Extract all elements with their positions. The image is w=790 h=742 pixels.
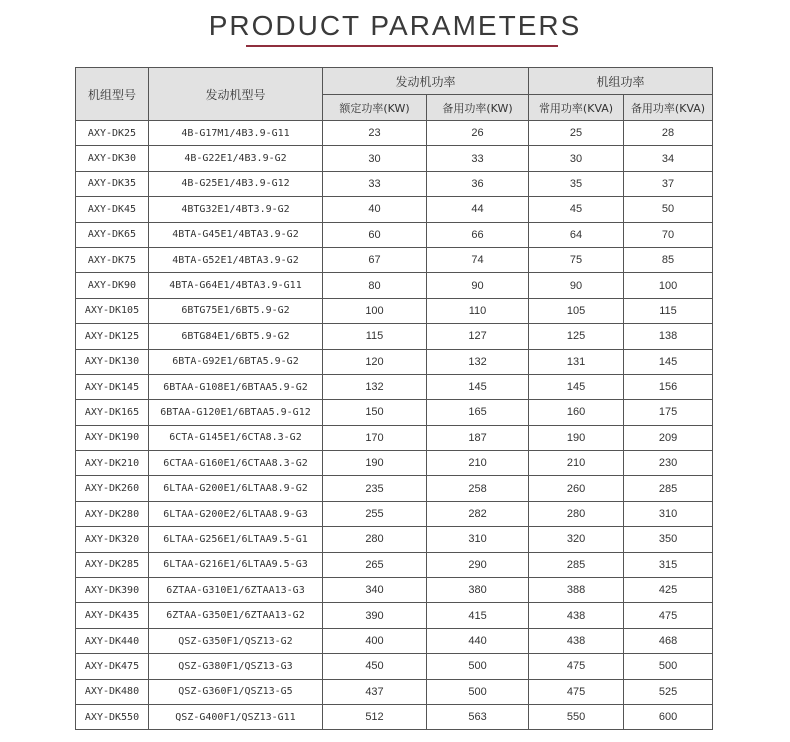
cell-standby-kva: 50 (624, 197, 713, 222)
cell-standby-kva: 209 (624, 425, 713, 450)
cell-engine-model: 6LTAA-G216E1/6LTAA9.5-G3 (149, 552, 323, 577)
table-row (76, 552, 713, 577)
cell-rated-kw: 23 (323, 121, 427, 146)
page-title: PRODUCT PARAMETERS (208, 10, 582, 41)
cell-standby-kw: 90 (427, 273, 529, 298)
cell-rated-kw: 100 (323, 298, 427, 323)
cell-engine-model: 6LTAA-G200E2/6LTAA8.9-G3 (149, 501, 323, 526)
cell-engine-model: 6BTA-G92E1/6BTA5.9-G2 (149, 349, 323, 374)
cell-unit-model: AXY-DK440 (76, 628, 149, 653)
cell-standby-kva: 315 (624, 552, 713, 577)
cell-standby-kw: 380 (427, 578, 529, 603)
cell-engine-model: 4B-G17M1/4B3.9-G11 (149, 121, 323, 146)
cell-prime-kva: 160 (529, 400, 624, 425)
cell-engine-model: 4B-G22E1/4B3.9-G2 (149, 146, 323, 171)
cell-prime-kva: 125 (529, 324, 624, 349)
table-row (76, 197, 713, 222)
cell-engine-model: QSZ-G400F1/QSZ13-G11 (149, 704, 323, 729)
cell-unit-model: AXY-DK65 (76, 222, 149, 247)
cell-prime-kva: 145 (529, 374, 624, 399)
cell-engine-model: 6LTAA-G256E1/6LTAA9.5-G1 (149, 527, 323, 552)
cell-standby-kva: 100 (624, 273, 713, 298)
table-row (76, 603, 713, 628)
cell-standby-kw: 74 (427, 247, 529, 272)
cell-unit-model: AXY-DK550 (76, 704, 149, 729)
cell-prime-kva: 285 (529, 552, 624, 577)
cell-standby-kw: 110 (427, 298, 529, 323)
table-row (76, 578, 713, 603)
cell-prime-kva: 438 (529, 603, 624, 628)
cell-engine-model: 4BTA-G64E1/4BTA3.9-G11 (149, 273, 323, 298)
cell-standby-kva: 85 (624, 247, 713, 272)
cell-standby-kva: 500 (624, 654, 713, 679)
cell-rated-kw: 120 (323, 349, 427, 374)
cell-unit-model: AXY-DK210 (76, 451, 149, 476)
cell-prime-kva: 90 (529, 273, 624, 298)
table-row (76, 425, 713, 450)
cell-prime-kva: 475 (529, 654, 624, 679)
cell-engine-model: 6CTAA-G160E1/6CTAA8.3-G2 (149, 451, 323, 476)
cell-prime-kva: 320 (529, 527, 624, 552)
cell-standby-kva: 600 (624, 704, 713, 729)
cell-prime-kva: 45 (529, 197, 624, 222)
cell-standby-kva: 145 (624, 349, 713, 374)
cell-rated-kw: 190 (323, 451, 427, 476)
cell-unit-model: AXY-DK390 (76, 578, 149, 603)
cell-standby-kva: 475 (624, 603, 713, 628)
cell-standby-kva: 350 (624, 527, 713, 552)
table-row (76, 146, 713, 171)
header-unit-model: 机组型号 (76, 68, 149, 121)
header-unit-power: 机组功率 (529, 68, 713, 95)
cell-engine-model: 6CTA-G145E1/6CTA8.3-G2 (149, 425, 323, 450)
cell-unit-model: AXY-DK190 (76, 425, 149, 450)
table-row (76, 451, 713, 476)
table-row (76, 374, 713, 399)
cell-standby-kw: 127 (427, 324, 529, 349)
cell-unit-model: AXY-DK90 (76, 273, 149, 298)
cell-rated-kw: 280 (323, 527, 427, 552)
table-row (76, 501, 713, 526)
cell-prime-kva: 475 (529, 679, 624, 704)
cell-prime-kva: 131 (529, 349, 624, 374)
cell-unit-model: AXY-DK435 (76, 603, 149, 628)
cell-standby-kw: 66 (427, 222, 529, 247)
cell-standby-kw: 500 (427, 654, 529, 679)
cell-prime-kva: 210 (529, 451, 624, 476)
cell-prime-kva: 105 (529, 298, 624, 323)
cell-rated-kw: 255 (323, 501, 427, 526)
cell-standby-kw: 500 (427, 679, 529, 704)
cell-rated-kw: 235 (323, 476, 427, 501)
cell-standby-kw: 145 (427, 374, 529, 399)
cell-engine-model: 6BTG84E1/6BT5.9-G2 (149, 324, 323, 349)
cell-standby-kva: 175 (624, 400, 713, 425)
cell-engine-model: 6BTAA-G108E1/6BTAA5.9-G2 (149, 374, 323, 399)
cell-engine-model: QSZ-G360F1/QSZ13-G5 (149, 679, 323, 704)
cell-prime-kva: 388 (529, 578, 624, 603)
table-row (76, 349, 713, 374)
cell-rated-kw: 115 (323, 324, 427, 349)
cell-prime-kva: 438 (529, 628, 624, 653)
cell-standby-kw: 33 (427, 146, 529, 171)
cell-standby-kva: 70 (624, 222, 713, 247)
cell-standby-kva: 156 (624, 374, 713, 399)
cell-rated-kw: 67 (323, 247, 427, 272)
cell-rated-kw: 265 (323, 552, 427, 577)
cell-prime-kva: 280 (529, 501, 624, 526)
header-engine-power: 发动机功率 (323, 68, 529, 95)
cell-rated-kw: 40 (323, 197, 427, 222)
cell-standby-kw: 44 (427, 197, 529, 222)
cell-prime-kva: 25 (529, 121, 624, 146)
cell-prime-kva: 550 (529, 704, 624, 729)
cell-standby-kw: 36 (427, 171, 529, 196)
cell-unit-model: AXY-DK475 (76, 654, 149, 679)
cell-standby-kva: 525 (624, 679, 713, 704)
table-row (76, 400, 713, 425)
cell-standby-kva: 425 (624, 578, 713, 603)
cell-rated-kw: 390 (323, 603, 427, 628)
table-row (76, 324, 713, 349)
cell-unit-model: AXY-DK480 (76, 679, 149, 704)
cell-unit-model: AXY-DK30 (76, 146, 149, 171)
cell-unit-model: AXY-DK105 (76, 298, 149, 323)
cell-unit-model: AXY-DK35 (76, 171, 149, 196)
cell-rated-kw: 60 (323, 222, 427, 247)
table-row (76, 476, 713, 501)
cell-rated-kw: 450 (323, 654, 427, 679)
cell-standby-kva: 115 (624, 298, 713, 323)
cell-unit-model: AXY-DK45 (76, 197, 149, 222)
cell-prime-kva: 30 (529, 146, 624, 171)
header-engine-model: 发动机型号 (149, 68, 323, 121)
cell-engine-model: 6BTAA-G120E1/6BTAA5.9-G12 (149, 400, 323, 425)
cell-unit-model: AXY-DK125 (76, 324, 149, 349)
cell-prime-kva: 75 (529, 247, 624, 272)
cell-standby-kw: 563 (427, 704, 529, 729)
cell-standby-kva: 310 (624, 501, 713, 526)
cell-rated-kw: 80 (323, 273, 427, 298)
cell-prime-kva: 260 (529, 476, 624, 501)
cell-rated-kw: 132 (323, 374, 427, 399)
header-rated-kw: 额定功率(KW) (323, 95, 427, 121)
cell-rated-kw: 30 (323, 146, 427, 171)
cell-standby-kw: 258 (427, 476, 529, 501)
cell-standby-kw: 165 (427, 400, 529, 425)
cell-standby-kw: 290 (427, 552, 529, 577)
table-row (76, 171, 713, 196)
cell-rated-kw: 400 (323, 628, 427, 653)
table-row (76, 247, 713, 272)
cell-rated-kw: 340 (323, 578, 427, 603)
table-row (76, 298, 713, 323)
cell-unit-model: AXY-DK280 (76, 501, 149, 526)
cell-unit-model: AXY-DK25 (76, 121, 149, 146)
cell-engine-model: 6ZTAA-G310E1/6ZTAA13-G3 (149, 578, 323, 603)
cell-unit-model: AXY-DK130 (76, 349, 149, 374)
cell-standby-kw: 282 (427, 501, 529, 526)
title-underline (246, 45, 558, 47)
table-row (76, 121, 713, 146)
cell-standby-kw: 415 (427, 603, 529, 628)
cell-standby-kva: 230 (624, 451, 713, 476)
cell-engine-model: 4BTA-G45E1/4BTA3.9-G2 (149, 222, 323, 247)
cell-rated-kw: 170 (323, 425, 427, 450)
cell-rated-kw: 437 (323, 679, 427, 704)
cell-prime-kva: 64 (529, 222, 624, 247)
cell-engine-model: 4BTA-G52E1/4BTA3.9-G2 (149, 247, 323, 272)
cell-standby-kva: 138 (624, 324, 713, 349)
cell-engine-model: 4B-G25E1/4B3.9-G12 (149, 171, 323, 196)
header-standby-kw: 备用功率(KW) (427, 95, 529, 121)
cell-engine-model: 6ZTAA-G350E1/6ZTAA13-G2 (149, 603, 323, 628)
cell-prime-kva: 190 (529, 425, 624, 450)
cell-unit-model: AXY-DK145 (76, 374, 149, 399)
product-parameters-table (75, 67, 713, 730)
cell-unit-model: AXY-DK165 (76, 400, 149, 425)
table-row (76, 654, 713, 679)
cell-rated-kw: 512 (323, 704, 427, 729)
table-row (76, 679, 713, 704)
cell-standby-kw: 210 (427, 451, 529, 476)
table-body (76, 121, 713, 730)
cell-standby-kva: 468 (624, 628, 713, 653)
header-prime-kva: 常用功率(KVA) (529, 95, 624, 121)
cell-standby-kw: 26 (427, 121, 529, 146)
cell-standby-kva: 28 (624, 121, 713, 146)
cell-engine-model: 6BTG75E1/6BT5.9-G2 (149, 298, 323, 323)
table-row (76, 704, 713, 729)
table-row (76, 273, 713, 298)
cell-standby-kva: 37 (624, 171, 713, 196)
cell-standby-kw: 440 (427, 628, 529, 653)
cell-standby-kw: 310 (427, 527, 529, 552)
cell-engine-model: QSZ-G350F1/QSZ13-G2 (149, 628, 323, 653)
cell-engine-model: 6LTAA-G200E1/6LTAA8.9-G2 (149, 476, 323, 501)
cell-standby-kw: 132 (427, 349, 529, 374)
cell-standby-kw: 187 (427, 425, 529, 450)
table-row (76, 527, 713, 552)
header-standby-kva: 备用功率(KVA) (624, 95, 713, 121)
table-row (76, 628, 713, 653)
table-row (76, 222, 713, 247)
cell-standby-kva: 285 (624, 476, 713, 501)
cell-unit-model: AXY-DK285 (76, 552, 149, 577)
cell-rated-kw: 150 (323, 400, 427, 425)
cell-unit-model: AXY-DK260 (76, 476, 149, 501)
cell-standby-kva: 34 (624, 146, 713, 171)
cell-prime-kva: 35 (529, 171, 624, 196)
cell-engine-model: QSZ-G380F1/QSZ13-G3 (149, 654, 323, 679)
cell-rated-kw: 33 (323, 171, 427, 196)
cell-engine-model: 4BTG32E1/4BT3.9-G2 (149, 197, 323, 222)
cell-unit-model: AXY-DK75 (76, 247, 149, 272)
cell-unit-model: AXY-DK320 (76, 527, 149, 552)
